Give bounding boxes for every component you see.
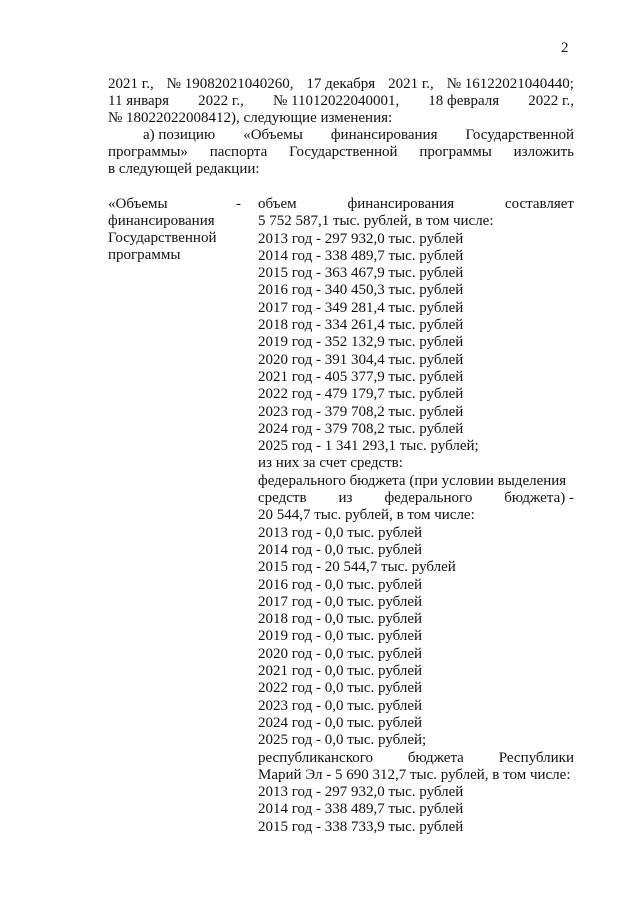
funding-word: федерального: [384, 490, 473, 507]
funding-line: 2013 год - 0,0 тыс. рублей: [258, 524, 423, 541]
intro-word: № 11012022040001,: [272, 93, 400, 109]
funding-line: 2013 год - 297 932,0 тыс. рублей: [258, 230, 464, 247]
intro-word: «Объемы: [243, 127, 303, 143]
label-line: финансирования: [108, 213, 215, 229]
funding-line: 2021 год - 405 377,9 тыс. рублей: [258, 368, 464, 385]
funding-line: 5 752 587,1 тыс. рублей, в том числе:: [258, 213, 494, 230]
funding-line: 2023 год - 379 708,2 тыс. рублей: [258, 403, 464, 420]
intro-word: № 16122021040440;: [446, 76, 574, 92]
intro-word: 17 декабря: [306, 76, 376, 92]
funding-line: федерального бюджета (при условии выделения: [258, 472, 567, 489]
funding-line: 2018 год - 0,0 тыс. рублей: [258, 611, 423, 628]
funding-word: из: [338, 490, 353, 507]
funding-line: 2023 год - 0,0 тыс. рублей: [258, 697, 423, 714]
intro-word: паспорта: [209, 144, 268, 160]
label-dash: -: [236, 196, 241, 212]
intro-line-5: [108, 144, 574, 161]
position-label: [108, 196, 248, 264]
intro-line-4: [143, 127, 574, 144]
funding-word: средств: [258, 490, 307, 507]
intro-word: 2022 г.,: [528, 93, 574, 109]
funding-line: 20 544,7 тыс. рублей, в том числе:: [258, 507, 475, 524]
funding-line: 2016 год - 0,0 тыс. рублей: [258, 576, 423, 593]
funding-word: бюджета) -: [504, 490, 574, 507]
funding-line: 2024 год - 0,0 тыс. рублей: [258, 714, 423, 731]
funding-line: 2014 год - 338 489,7 тыс. рублей: [258, 247, 464, 264]
funding-line: 2018 год - 334 261,4 тыс. рублей: [258, 317, 464, 334]
funding-word: объем: [258, 196, 297, 212]
funding-lines-republic: [258, 767, 574, 836]
funding-line: 2015 год - 20 544,7 тыс. рублей: [258, 559, 456, 576]
funding-line: 2015 год - 338 733,9 тыс. рублей: [258, 818, 464, 835]
intro-word: программы: [419, 144, 492, 160]
funding-line: 2025 год - 0,0 тыс. рублей;: [258, 732, 427, 749]
funding-line: 2020 год - 391 304,4 тыс. рублей: [258, 351, 464, 368]
funding-line: 2013 год - 297 932,0 тыс. рублей: [258, 784, 464, 801]
funding-values: [258, 196, 574, 836]
intro-word: финансирования: [330, 127, 438, 143]
intro-line-1: [108, 76, 574, 93]
intro-line-3: № 18022022008412), следующие изменения:: [108, 110, 393, 126]
label-line: программы: [108, 247, 181, 263]
funding-line: 2017 год - 0,0 тыс. рублей: [258, 593, 423, 610]
intro-word: 2021 г.,: [108, 76, 154, 92]
funding-word: составляет: [504, 196, 574, 212]
funding-line: 2021 год - 0,0 тыс. рублей: [258, 663, 423, 680]
funding-word: бюджета: [407, 749, 464, 766]
intro-word: программы»: [108, 144, 188, 160]
funding-line: 2020 год - 0,0 тыс. рублей: [258, 645, 423, 662]
intro-paragraph: [108, 76, 574, 178]
funding-header-line: [258, 196, 574, 213]
funding-line: 2024 год - 379 708,2 тыс. рублей: [258, 420, 464, 437]
funding-line: 2014 год - 338 489,7 тыс. рублей: [258, 801, 464, 818]
funding-lines-total: [258, 213, 574, 490]
republic-line: [258, 750, 574, 767]
funding-word: финансирования: [347, 196, 455, 212]
label-line: «Объемы: [108, 196, 168, 212]
funding-line: 2022 год - 479 179,7 тыс. рублей: [258, 386, 464, 403]
funding-word: республиканского: [258, 749, 373, 766]
funding-line: 2025 год - 1 341 293,1 тыс. рублей;: [258, 438, 479, 455]
intro-word: Государственной: [465, 127, 574, 143]
intro-word: а) позицию: [143, 127, 216, 143]
funding-lines-federal: [258, 507, 574, 749]
intro-word: 18 февраля: [428, 93, 500, 109]
funding-line: 2022 год - 0,0 тыс. рублей: [258, 680, 423, 697]
intro-line-6: в следующей редакции:: [108, 161, 260, 177]
funding-line: Марий Эл - 5 690 312,7 тыс. рублей, в том числе:: [258, 766, 571, 783]
funding-line: 2014 год - 0,0 тыс. рублей: [258, 541, 423, 558]
intro-line-2: [108, 93, 574, 110]
page-number: 2: [561, 40, 569, 56]
funding-line: из них за счет средств:: [258, 455, 403, 472]
funding-line: 2015 год - 363 467,9 тыс. рублей: [258, 265, 464, 282]
funding-line: 2017 год - 349 281,4 тыс. рублей: [258, 299, 464, 316]
funding-line: 2019 год - 352 132,9 тыс. рублей: [258, 334, 464, 351]
funding-word: Республики: [498, 749, 574, 766]
funding-line: 2019 год - 0,0 тыс. рублей: [258, 628, 423, 645]
intro-word: 11 января: [108, 93, 170, 109]
funding-line: 2016 год - 340 450,3 тыс. рублей: [258, 282, 464, 299]
intro-word: 2022 г.,: [198, 93, 244, 109]
intro-word: № 19082021040260,: [166, 76, 294, 92]
intro-word: Государственной: [289, 144, 398, 160]
intro-word: изложить: [513, 144, 574, 160]
label-line: Государственной: [108, 230, 217, 246]
federal-line: [258, 490, 574, 507]
intro-word: 2021 г.,: [388, 76, 434, 92]
